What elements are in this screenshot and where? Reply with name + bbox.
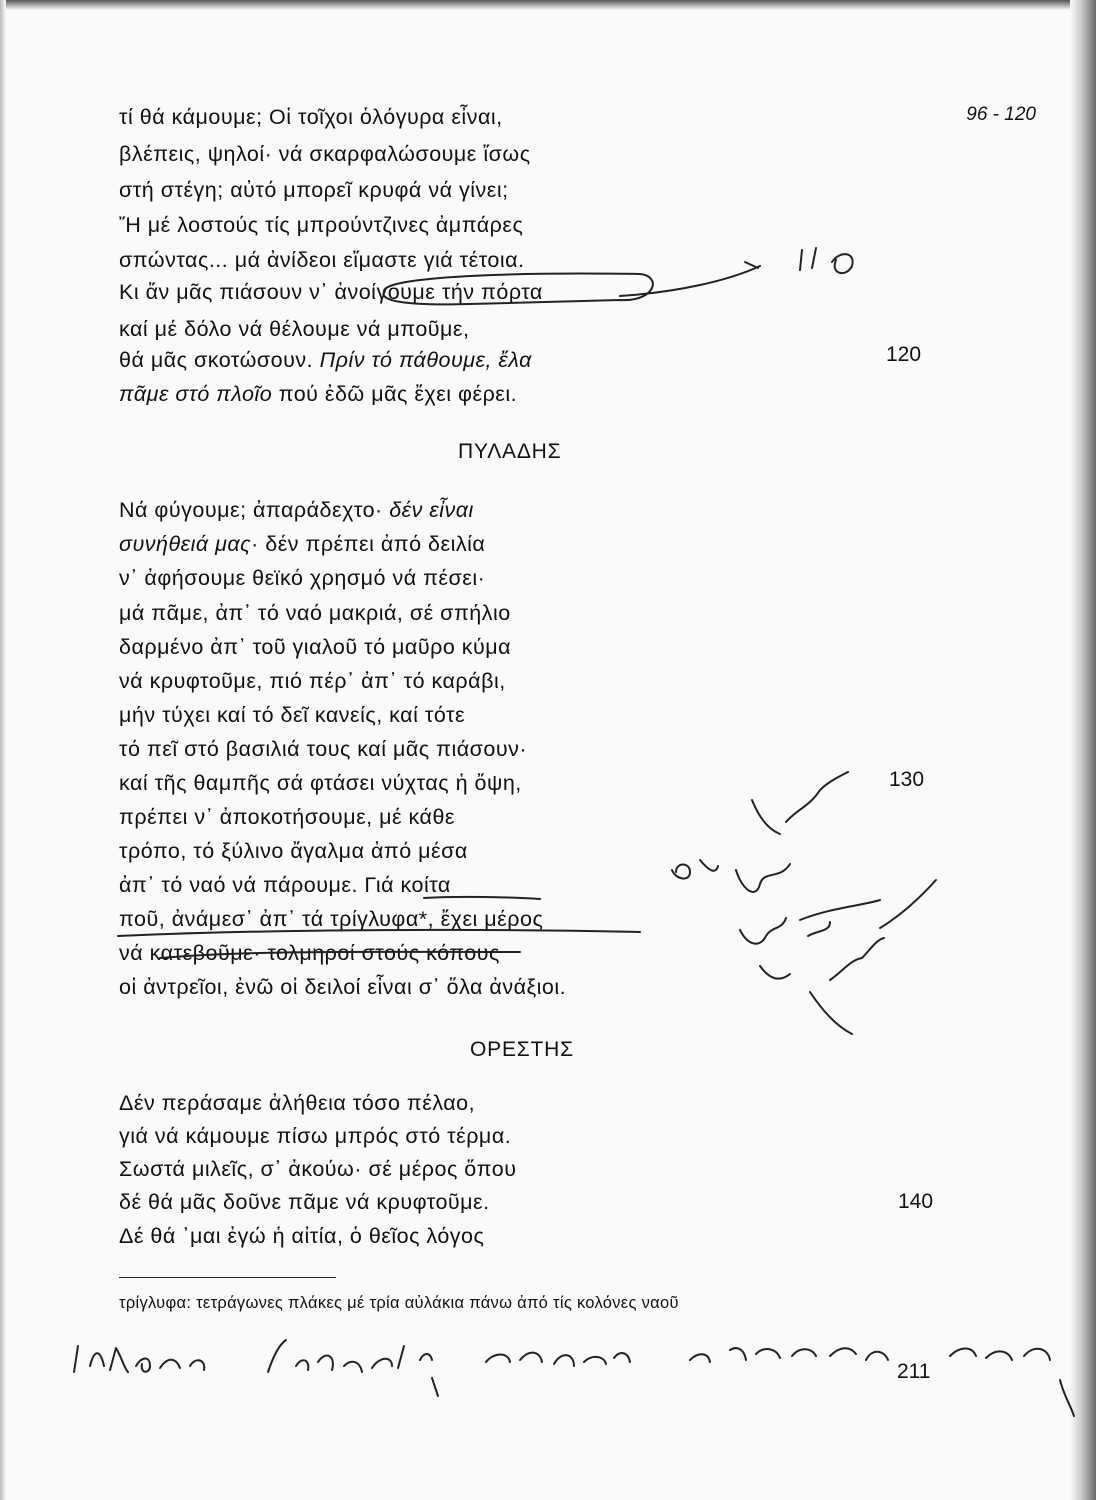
verse-line: πρέπει ν᾽ ἀποκοτήσουμε, μέ κάθε (119, 805, 456, 829)
bottom-handwriting (136, 1359, 204, 1372)
bottom-handwriting (830, 1348, 1050, 1360)
verse-segment: πού ἐδῶ μᾶς ἔχει φέρει. (272, 382, 518, 406)
verse-line: τρόπο, τό ξύλινο ἄγαλμα ἀπό μέσα (119, 839, 468, 863)
line-number: 140 (898, 1190, 934, 1213)
verse-line: τί θά κάμουμε; Οἱ τοῖχοι ὁλόγυρα εἶναι, (119, 105, 503, 129)
circle-mark (384, 274, 653, 305)
verse-line: Δέ θά ᾽μαι ἐγώ ἡ αἰτία, ὁ θεῖος λόγος (119, 1224, 485, 1248)
margin-scribble (800, 900, 880, 936)
margin-scribble (752, 772, 848, 834)
verse-line: γιά νά κάμουμε πίσω μπρός στό τέρμα. (119, 1124, 512, 1148)
tick-mark (745, 262, 758, 268)
verse-line: δαρμένο ἀπ᾽ τοῦ γιαλοῦ τό μαῦρο κύμα (119, 635, 512, 659)
strike-mark (160, 952, 520, 958)
verse-line: ν᾽ ἀφήσουμε θεϊκό χρησμό νά πέσει· (119, 566, 486, 590)
italic-segment: Πρίν τό πάθουμε, ἔλα (319, 348, 532, 372)
bottom-handwriting (372, 1346, 432, 1368)
margin-scribble (740, 918, 786, 944)
verse-line: Σωστά μιλεῖς, σ᾽ ἀκούω· σέ μέρος ὅπου (119, 1157, 517, 1181)
footnote: τρίγλυφα: τετράγωνες πλάκες μέ τρία αὐλάκια πάνω ἀπό τίς κολόνες ναοῦ (119, 1294, 679, 1312)
page-number: 211 (897, 1360, 931, 1383)
margin-scribble (736, 864, 790, 892)
verse-line: δέ θά μᾶς δοῦνε πᾶμε νά κρυφτοῦμε. (119, 1190, 490, 1214)
italic-segment: δέν εἶναι (389, 498, 474, 522)
verse-line: νά κατεβοῦμε· τολμηροί στούς κόπους (119, 941, 500, 965)
verse-line: τό πεῖ στό βασιλιά τους καί μᾶς πιάσουν· (119, 737, 528, 761)
verse-line: στή στέγη; αὐτό μπορεῖ κρυφά νά γίνει; (119, 178, 509, 202)
verse-segment: θά μᾶς σκοτώσουν. (119, 348, 320, 372)
verse-line: Δέν περάσαμε ἀλήθεια τόσο πέλαο, (119, 1091, 476, 1115)
verse-line: ποῦ, ἀνάμεσ᾽ ἀπ᾽ τά τρίγλυφα*, ἔχει μέρος (119, 907, 544, 931)
underline-mark (424, 897, 540, 899)
verse-line: μήν τύχει καί τό δεῖ κανείς, καί τότε (119, 703, 466, 727)
speaker-name: ΟΡΕΣΤΗΣ (470, 1038, 574, 1061)
line-range-reference: 96 - 120 (966, 104, 1036, 125)
italic-segment: πᾶμε στό πλοῖο (119, 382, 273, 406)
verse-line: νά κρυφτοῦμε, πιό πέρ᾽ ἀπ᾽ τό καράβι, (119, 669, 506, 693)
underline-mark (118, 930, 640, 936)
verse-line: Ἤ μέ λοστούς τίς μπρούντζινες ἀμπάρες (119, 213, 524, 237)
bottom-handwriting (432, 1378, 438, 1396)
margin-scribble (880, 880, 936, 928)
margin-scribble (760, 966, 790, 979)
italic-segment: συνήθειά μας (119, 532, 252, 556)
verse-line: βλέπεις, ψηλοί· νά σκαρφαλώσουμε ἴσως (119, 142, 531, 166)
speaker-name: ΠΥΛΑΔΗΣ (458, 440, 562, 463)
bottom-handwriting (690, 1348, 816, 1362)
margin-scribble (800, 248, 853, 273)
bottom-handwriting (74, 1346, 128, 1372)
verse-line: οἱ ἀντρεῖοι, ἐνῶ οἱ δειλοί εἶναι σ᾽ ὅλα ἀνάξιοι. (119, 975, 567, 999)
margin-scribble (830, 938, 884, 980)
margin-scribble (672, 860, 718, 879)
margin-scribble (810, 992, 852, 1034)
bottom-handwriting (1060, 1380, 1074, 1416)
verse-segment: · δέν πρέπει ἀπό δειλία (251, 532, 486, 556)
arrow-line (620, 266, 760, 296)
bottom-handwriting (486, 1353, 630, 1366)
line-number: 130 (889, 768, 925, 791)
verse-segment: Νά φύγουμε; ἀπαράδεχτο· (119, 498, 390, 522)
verse-line: Κι ἄν μᾶς πιάσουν ν᾽ ἀνοίγουμε τήν πόρτα (119, 280, 543, 304)
line-number: 120 (886, 343, 922, 366)
verse-line: σπώντας... μά ἀνίδεοι εἴμαστε γιά τέτοια. (119, 248, 525, 272)
verse-line: καί τῆς θαμπῆς σά φτάσει νύχτας ἡ ὄψη, (119, 771, 522, 795)
verse-line: ἀπ᾽ τό ναό νά πάρουμε. Γιά κοίτα (119, 873, 451, 897)
verse-line: μά πᾶμε, ἀπ᾽ τό ναό μακριά, σέ σπήλιο (119, 601, 511, 625)
verse-line: καί μέ δόλο νά θέλουμε νά μποῦμε, (119, 317, 470, 341)
bottom-handwriting (268, 1340, 362, 1372)
